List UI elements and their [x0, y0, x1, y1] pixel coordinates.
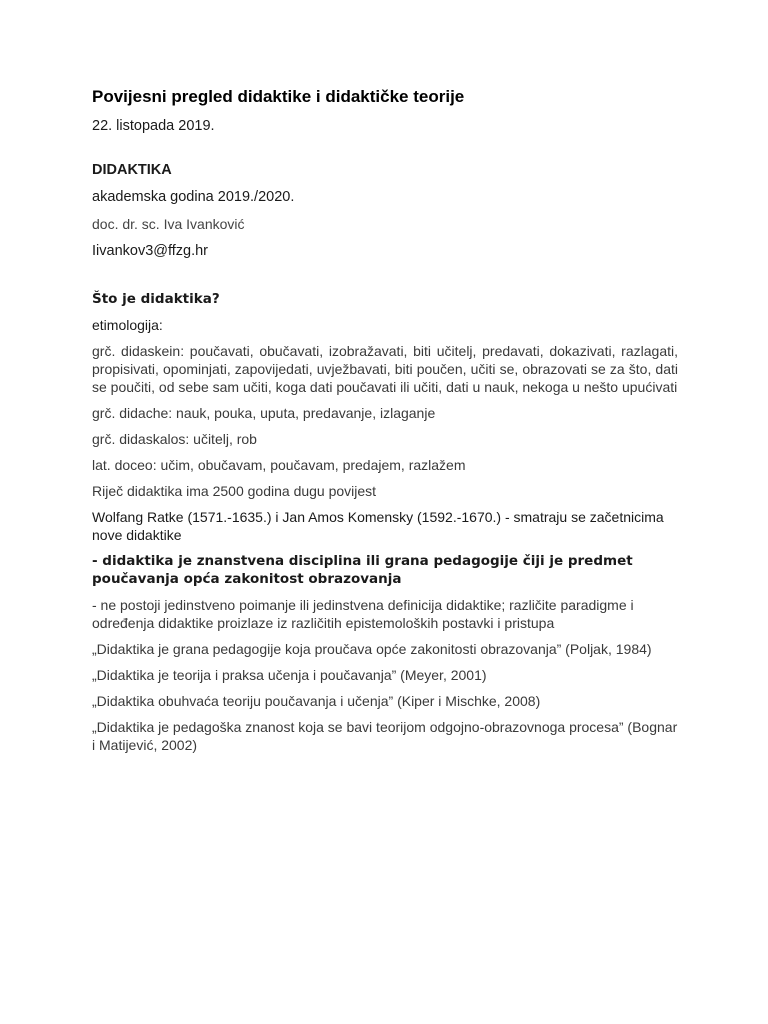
- quote-bognar-matijevic: „Didaktika je pedagoška znanost koja se bavi teorijom odgojno-obrazovnoga procesa” (Bognar i Matijević, 2002): [92, 719, 678, 753]
- paragraph-doceo: lat. doceo: učim, obučavam, poučavam, predajem, razlažem: [92, 457, 466, 473]
- document-date: 22. listopada 2019.: [92, 118, 215, 134]
- paragraph-didaskein: grč. didaskein: poučavati, obučavati, izobražavati, biti učitelj, predavati, dokazivati, razlagati, propisivati, opominjati, zapovijedati, uvježbavati, biti poučen, učiti se, obrazovati se za što, dati se poučiti, od sebe sam učiti, koga dati poučavati ili učiti, dati u nauk, nekoga u nešto upućivati: [92, 343, 678, 395]
- paragraph-etymology-label: etimologija:: [92, 317, 163, 333]
- paragraph-didache: grč. didache: nauk, pouka, uputa, predavanje, izlaganje: [92, 405, 436, 421]
- document-page: [92, 86, 678, 754]
- academic-year: akademska godina 2019./2020.: [92, 189, 295, 205]
- quote-meyer: „Didaktika je teorija i praksa učenja i poučavanja” (Meyer, 2001): [92, 667, 487, 683]
- paragraph-didaskalos: grč. didaskalos: učitelj, rob: [92, 431, 257, 447]
- paragraph-ratke-komensky: Wolfang Ratke (1571.-1635.) i Jan Amos Komensky (1592.-1670.) - smatraju se začetnicima nove didaktike: [92, 509, 664, 543]
- paragraph-no-unique-definition: - ne postoji jedinstveno poimanje ili jedinstvena definicija didaktike; različite paradigme i određenja didaktike proizlaze iz različitih epistemoloških postavki i pristupa: [92, 597, 634, 631]
- quote-poljak: „Didaktika je grana pedagogije koja proučava opće zakonitosti obrazovanja” (Poljak, 1984): [92, 641, 652, 657]
- course-name: DIDAKTIKA: [92, 162, 172, 178]
- lecturer-email: Iivankov3@ffzg.hr: [92, 243, 209, 259]
- paragraph-definition: - didaktika je znanstvena disciplina ili grana pedagogije čiji je predmet poučavanja opća zakonitost obrazovanja: [92, 553, 633, 587]
- section-heading: Što je didaktika?: [92, 291, 220, 307]
- paragraph-history: Riječ didaktika ima 2500 godina dugu povijest: [92, 483, 377, 499]
- document-title: Povijesni pregled didaktike i didaktičke teorije: [92, 87, 465, 106]
- quote-kiper-mischke: „Didaktika obuhvaća teoriju poučavanja i učenja” (Kiper i Mischke, 2008): [92, 693, 541, 709]
- lecturer-name: doc. dr. sc. Iva Ivanković: [92, 216, 245, 232]
